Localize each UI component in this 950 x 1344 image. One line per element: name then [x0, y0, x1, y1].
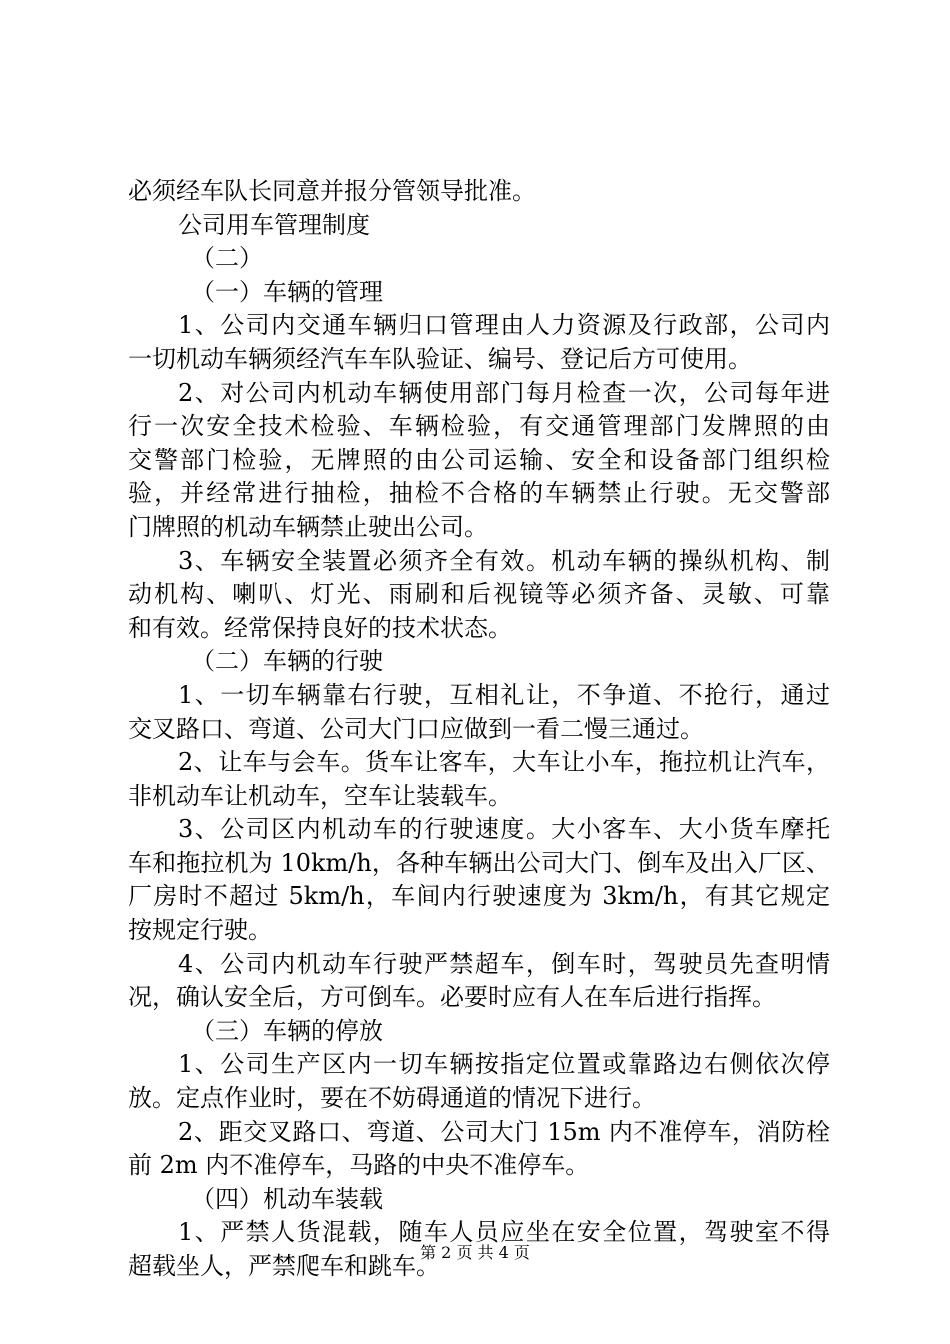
text-line: 2、距交叉路口、弯道、公司大门 15m 内不准停车，消防栓 [178, 1117, 830, 1146]
section-heading: （三）车辆的停放 [191, 1016, 383, 1045]
text-line: 门牌照的机动车辆禁止驶出公司。 [128, 512, 488, 541]
text-line: 交警部门检验，无牌照的由公司运输、安全和设备部门组织检 [128, 445, 830, 474]
text-line: 1、严禁人货混载，随车人员应坐在安全位置，驾驶室不得 [178, 1218, 830, 1247]
text-line: 况，确认安全后，方可倒车。必要时应有人在车后进行指挥。 [128, 983, 776, 1012]
text-line: 2、对公司内机动车辆使用部门每月检查一次，公司每年进 [178, 378, 830, 407]
text-line: 1、公司生产区内一切车辆按指定位置或靠路边右侧依次停 [178, 1050, 830, 1079]
text-line: 动机构、喇叭、灯光、雨刷和后视镜等必须齐备、灵敏、可靠 [128, 580, 830, 609]
text-line: 1、一切车辆靠右行驶，互相礼让，不争道、不抢行，通过 [178, 680, 830, 709]
text-line: 交叉路口、弯道、公司大门口应做到一看二慢三通过。 [128, 714, 704, 743]
text-line: 4、公司内机动车行驶严禁超车，倒车时，驾驶员先查明情 [178, 949, 830, 978]
text-line: 行一次安全技术检验、车辆检验，有交通管理部门发牌照的由 [128, 412, 830, 441]
text-line: 厂房时不超过 5km/h，车间内行驶速度为 3km/h，有其它规定 [128, 882, 830, 911]
text-line: 3、车辆安全装置必须齐全有效。机动车辆的操纵机构、制 [178, 546, 830, 575]
document-title: 公司用车管理制度 [178, 210, 370, 239]
section-heading: （四）机动车装载 [191, 1184, 383, 1213]
section-marker: （二） [191, 244, 263, 273]
text-line: 2、让车与会车。货车让客车，大车让小车，拖拉机让汽车， [178, 748, 830, 777]
text-line: 和有效。经常保持良好的技术状态。 [128, 613, 512, 642]
section-heading: （一）车辆的管理 [191, 277, 383, 306]
text-line: 非机动车让机动车，空车让装载车。 [128, 781, 512, 810]
text-line: 车和拖拉机为 10km/h，各种车辆出公司大门、倒车及出入厂区、 [128, 848, 830, 877]
text-line: 放。定点作业时，要在不妨碍通道的情况下进行。 [128, 1084, 656, 1113]
text-line: 验，并经常进行抽检，抽检不合格的车辆禁止行驶。无交警部 [128, 479, 830, 508]
text-line: 超载坐人，严禁爬车和跳车。 [128, 1252, 440, 1280]
text-line: 1、公司内交通车辆归口管理由人力资源及行政部，公司内 [178, 311, 830, 340]
text-line: 按规定行驶。 [128, 916, 272, 945]
document-body [128, 175, 830, 1284]
text-line: 必须经车队长同意并报分管领导批准。 [128, 177, 536, 205]
page-number-footer: 第 2 页 共 4 页 [420, 1243, 530, 1262]
section-heading: （二）车辆的行驶 [191, 647, 383, 676]
text-line: 一切机动车辆须经汽车车队验证、编号、登记后方可使用。 [128, 344, 752, 373]
text-line: 前 2m 内不准停车，马路的中央不准停车。 [128, 1151, 590, 1180]
text-line: 3、公司区内机动车的行驶速度。大小客车、大小货车摩托 [178, 815, 830, 844]
